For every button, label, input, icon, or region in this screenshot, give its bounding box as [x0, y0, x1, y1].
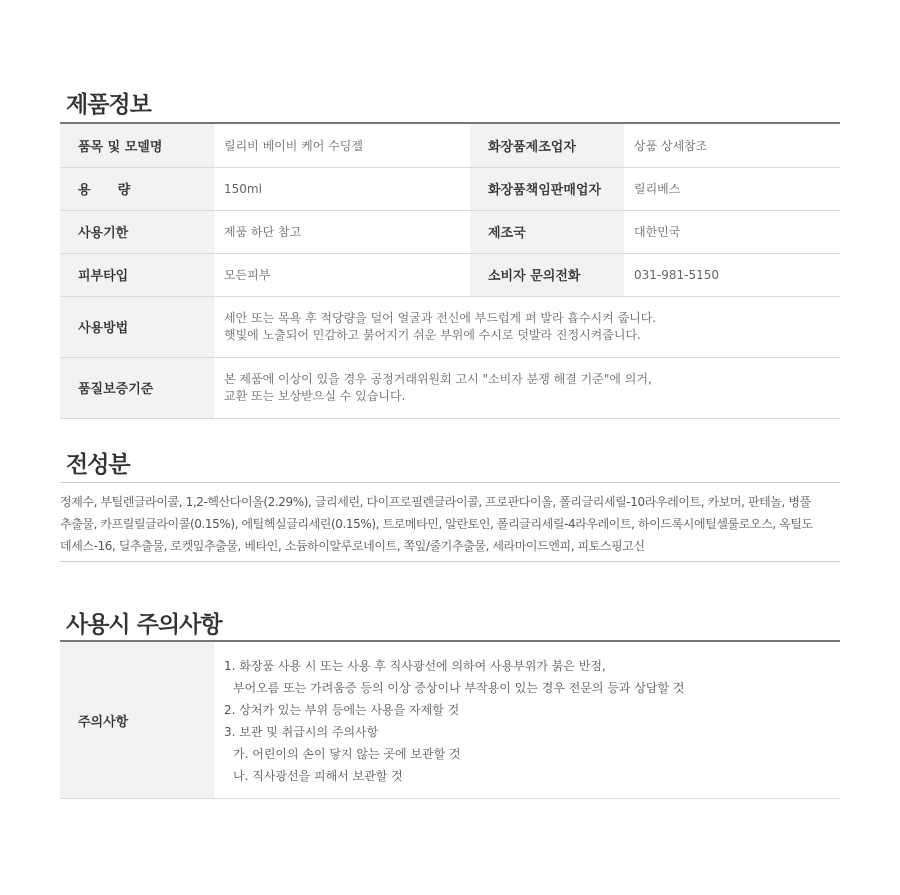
- table-row-quality: [60, 357, 840, 418]
- value-model: 릴리비 베이비 케어 수딩젤: [214, 124, 470, 167]
- label-skin-type: 피부타입: [60, 253, 214, 296]
- label-usage: 사용방법: [60, 296, 214, 357]
- label-quality: 품질보증기준: [60, 357, 214, 418]
- caution-line: 부어오름 또는 가려움증 등의 이상 증상이나 부작용이 있는 경우 전문의 등과 상담할 것: [233, 681, 685, 695]
- label-model: 품목 및 모델명: [60, 124, 214, 167]
- value-country: 대한민국: [624, 210, 840, 253]
- ingredients-line: 데세스-16, 딜추출물, 로켓잎추출물, 베타인, 소듐하이알루로네이트, 쪽잎/줄기추출물, 세라마이드엔피, 피토스핑고신: [60, 539, 645, 553]
- caution-title: 사용시 주의사항: [66, 612, 222, 638]
- ingredients-title: 전성분: [66, 452, 130, 478]
- table-row: [60, 167, 840, 210]
- usage-line: 세안 또는 목욕 후 적당량을 덜어 얼굴과 전신에 부드럽게 펴 발라 흡수시켜 줍니다.: [224, 310, 657, 325]
- table-row: [60, 253, 840, 296]
- value-manufacturer: 상품 상세참조: [624, 124, 840, 167]
- table-row: [60, 124, 840, 167]
- quality-line: 교환 또는 보상받으실 수 있습니다.: [224, 388, 406, 403]
- caution-content: [224, 655, 834, 787]
- value-quality: [214, 357, 840, 418]
- label-expiry: 사용기한: [60, 210, 214, 253]
- caution-line: 가. 어린이의 손이 닿지 않는 곳에 보관할 것: [233, 747, 461, 761]
- value-phone: 031-981-5150: [624, 253, 840, 296]
- value-volume: 150ml: [214, 167, 470, 210]
- ingredients-line: 정제수, 부틸렌글라이콜, 1,2-헥산다이올(2.29%), 글리세린, 다이프로필렌글라이콜, 프로판다이올, 폴리글리세릴-10라우레이트, 카보머, 판테놀, 병풀: [60, 495, 811, 509]
- caution-line: 1. 화장품 사용 시 또는 사용 후 직사광선에 의하여 사용부위가 붉은 반점,: [224, 659, 606, 673]
- product-info-title: 제품정보: [66, 92, 151, 118]
- value-expiry: 제품 하단 참고: [214, 210, 470, 253]
- quality-line: 본 제품에 이상이 있을 경우 공정거래위원회 고시 "소비자 분쟁 해결 기준"에 의거,: [224, 371, 652, 386]
- caution-line: 3. 보관 및 취급시의 주의사항: [224, 725, 379, 739]
- caution-label: 주의사항: [60, 642, 214, 798]
- caution-line: 나. 직사광선을 피해서 보관할 것: [233, 769, 403, 783]
- value-skin-type: 모든피부: [214, 253, 470, 296]
- label-volume: 용 량: [60, 167, 214, 210]
- value-seller: 릴리베스: [624, 167, 840, 210]
- ingredients-top-rule: [60, 482, 840, 483]
- product-info-table: [60, 124, 840, 419]
- label-country: 제조국: [470, 210, 624, 253]
- ingredients-bottom-rule: [60, 561, 840, 562]
- value-usage: [214, 296, 840, 357]
- table-row-usage: [60, 296, 840, 357]
- table-row: [60, 210, 840, 253]
- caution-bottom-rule: [60, 798, 840, 799]
- ingredients-list: [60, 491, 840, 557]
- label-seller: 화장품책임판매업자: [470, 167, 624, 210]
- caution-line: 2. 상처가 있는 부위 등에는 사용을 자제할 것: [224, 703, 460, 717]
- label-phone: 소비자 문의전화: [470, 253, 624, 296]
- usage-line: 햇빛에 노출되어 민감하고 붉어지기 쉬운 부위에 수시로 덧발라 진정시켜줍니다.: [224, 327, 641, 342]
- ingredients-line: 추출물, 카프릴릴글라이콜(0.15%), 에틸헥실글리세린(0.15%), 트로메타민, 알란토인, 폴리글리세릴-4라우레이트, 하이드록시에틸셀룰로오스, 옥틸도: [60, 517, 813, 531]
- label-manufacturer: 화장품제조업자: [470, 124, 624, 167]
